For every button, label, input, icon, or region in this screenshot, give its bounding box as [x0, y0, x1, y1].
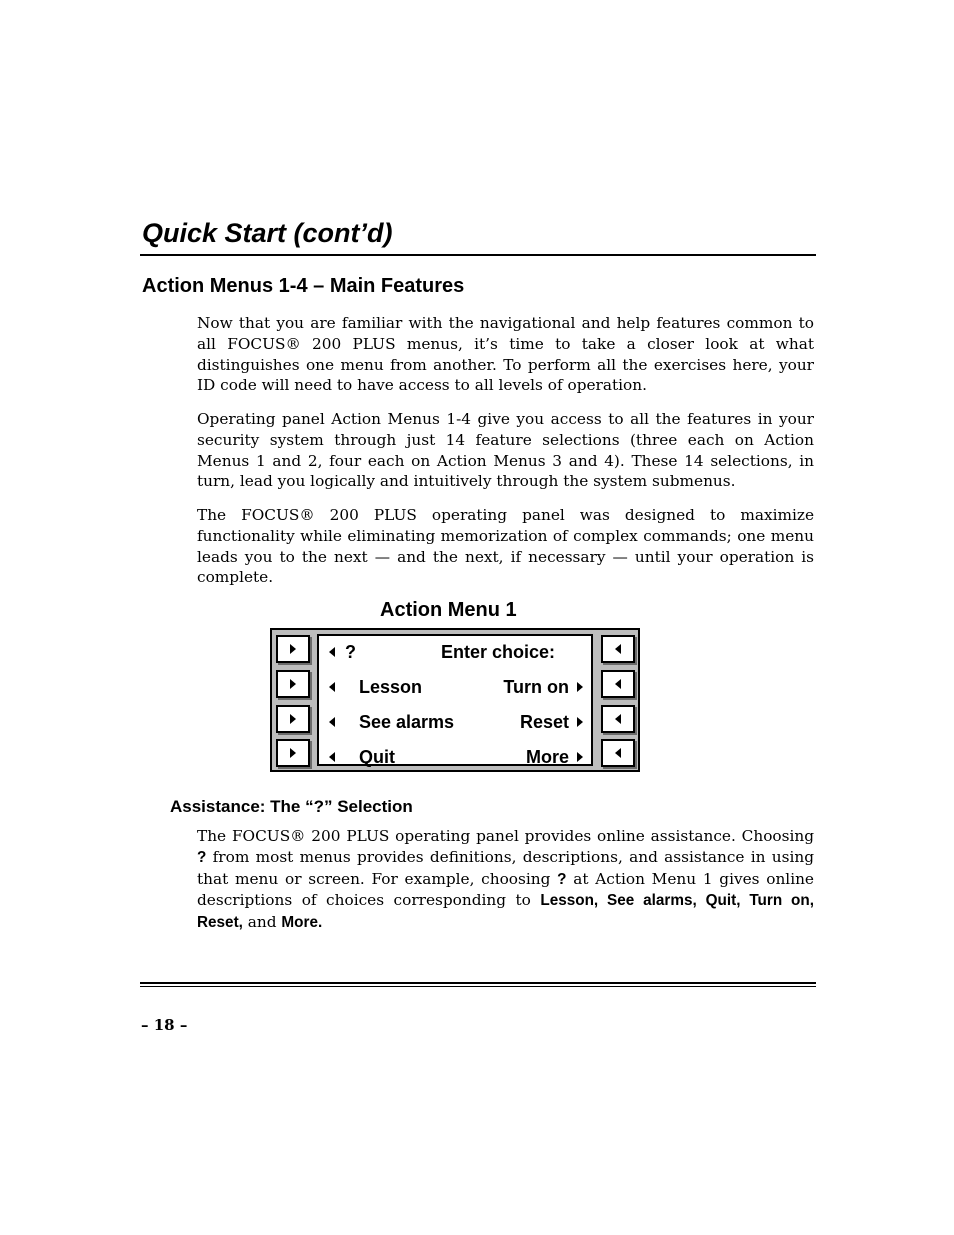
right-arrow-icon	[290, 748, 296, 758]
menu-help-option: ?	[345, 642, 356, 662]
left-arrow-icon	[615, 714, 621, 724]
left-key-2	[276, 670, 310, 698]
menu-row	[319, 671, 591, 705]
left-arrow-icon	[329, 752, 335, 762]
right-arrow-icon	[577, 682, 583, 692]
page-number: – 18 –	[141, 1016, 188, 1034]
right-key-2	[601, 670, 635, 698]
choice-list: Lesson, See alarms, Quit, Turn on, Reset,	[197, 892, 814, 932]
assistance-text: from most menus provides definitions, descriptions, and assistance in using that menu or screen. For example, choosing	[197, 847, 814, 888]
assistance-text: The FOCUS® 200 PLUS operating panel provides online assistance. Choosing	[197, 827, 814, 845]
left-key-1	[276, 635, 310, 663]
left-arrow-icon	[329, 717, 335, 727]
menu-display-screen	[317, 634, 593, 766]
right-arrow-icon	[290, 644, 296, 654]
menu-row	[319, 636, 591, 670]
right-key-1	[601, 635, 635, 663]
features-paragraph: Operating panel Action Menus 1-4 give you access to all the features in your security system through just 14 feature selections (three each on Action Menus 1 and 2, four each on Action Menus 3 and 4). These 14 selections, in turn, lead you logically and intuitively through the system submenus.	[197, 410, 814, 491]
question-mark-label: ?	[197, 848, 207, 866]
left-key-3	[276, 705, 310, 733]
right-arrow-icon	[577, 717, 583, 727]
menu-option-right: Reset	[519, 712, 569, 732]
assistance-heading: Assistance: The “?” Selection	[170, 797, 413, 816]
left-key-4	[276, 739, 310, 767]
page-title: Quick Start (cont’d)	[142, 218, 393, 248]
section-heading: Action Menus 1-4 – Main Features	[142, 275, 465, 297]
footer-rule-thin	[140, 986, 816, 987]
right-arrow-icon	[577, 752, 583, 762]
right-arrow-icon	[290, 714, 296, 724]
menu-option-left: Quit	[359, 747, 395, 767]
left-arrow-icon	[329, 682, 335, 692]
menu-option-left: Lesson	[359, 677, 423, 697]
keypad-panel-illustration	[270, 628, 640, 772]
left-arrow-icon	[615, 644, 621, 654]
assistance-text: and	[242, 913, 282, 932]
title-rule	[140, 254, 816, 256]
question-mark-label: ?	[557, 870, 567, 888]
action-menu-title: Action Menu 1	[380, 599, 517, 621]
menu-prompt: Enter choice:	[440, 642, 555, 662]
assistance-paragraph	[197, 826, 814, 934]
right-key-3	[601, 705, 635, 733]
left-arrow-icon	[329, 647, 335, 657]
menu-option-left: See alarms	[359, 712, 455, 732]
menu-option-right: More	[525, 747, 569, 767]
left-arrow-icon	[615, 679, 621, 689]
left-arrow-icon	[615, 748, 621, 758]
footer-rule	[140, 982, 816, 984]
right-arrow-icon	[290, 679, 296, 689]
menu-row	[319, 706, 591, 740]
design-paragraph: The FOCUS® 200 PLUS operating panel was designed to maximize functionality while eliminating memorization of complex commands; one menu leads you to the next — and the next, if necessary — until your operation is complete.	[197, 506, 814, 587]
right-key-4	[601, 739, 635, 767]
intro-paragraph: Now that you are familiar with the navigational and help features common to all FOCUS® 200 PLUS menus, it’s time to take a closer look at what distinguishes one menu from another. To perform all the exercises here, your ID code will need to have access to all levels of operation.	[197, 314, 814, 395]
menu-option-right: Turn on	[503, 677, 569, 697]
menu-row	[319, 741, 591, 775]
assistance-text: at Action Menu 1 gives online descriptions of choices corresponding to	[197, 869, 814, 910]
choice-more: More.	[281, 914, 323, 932]
